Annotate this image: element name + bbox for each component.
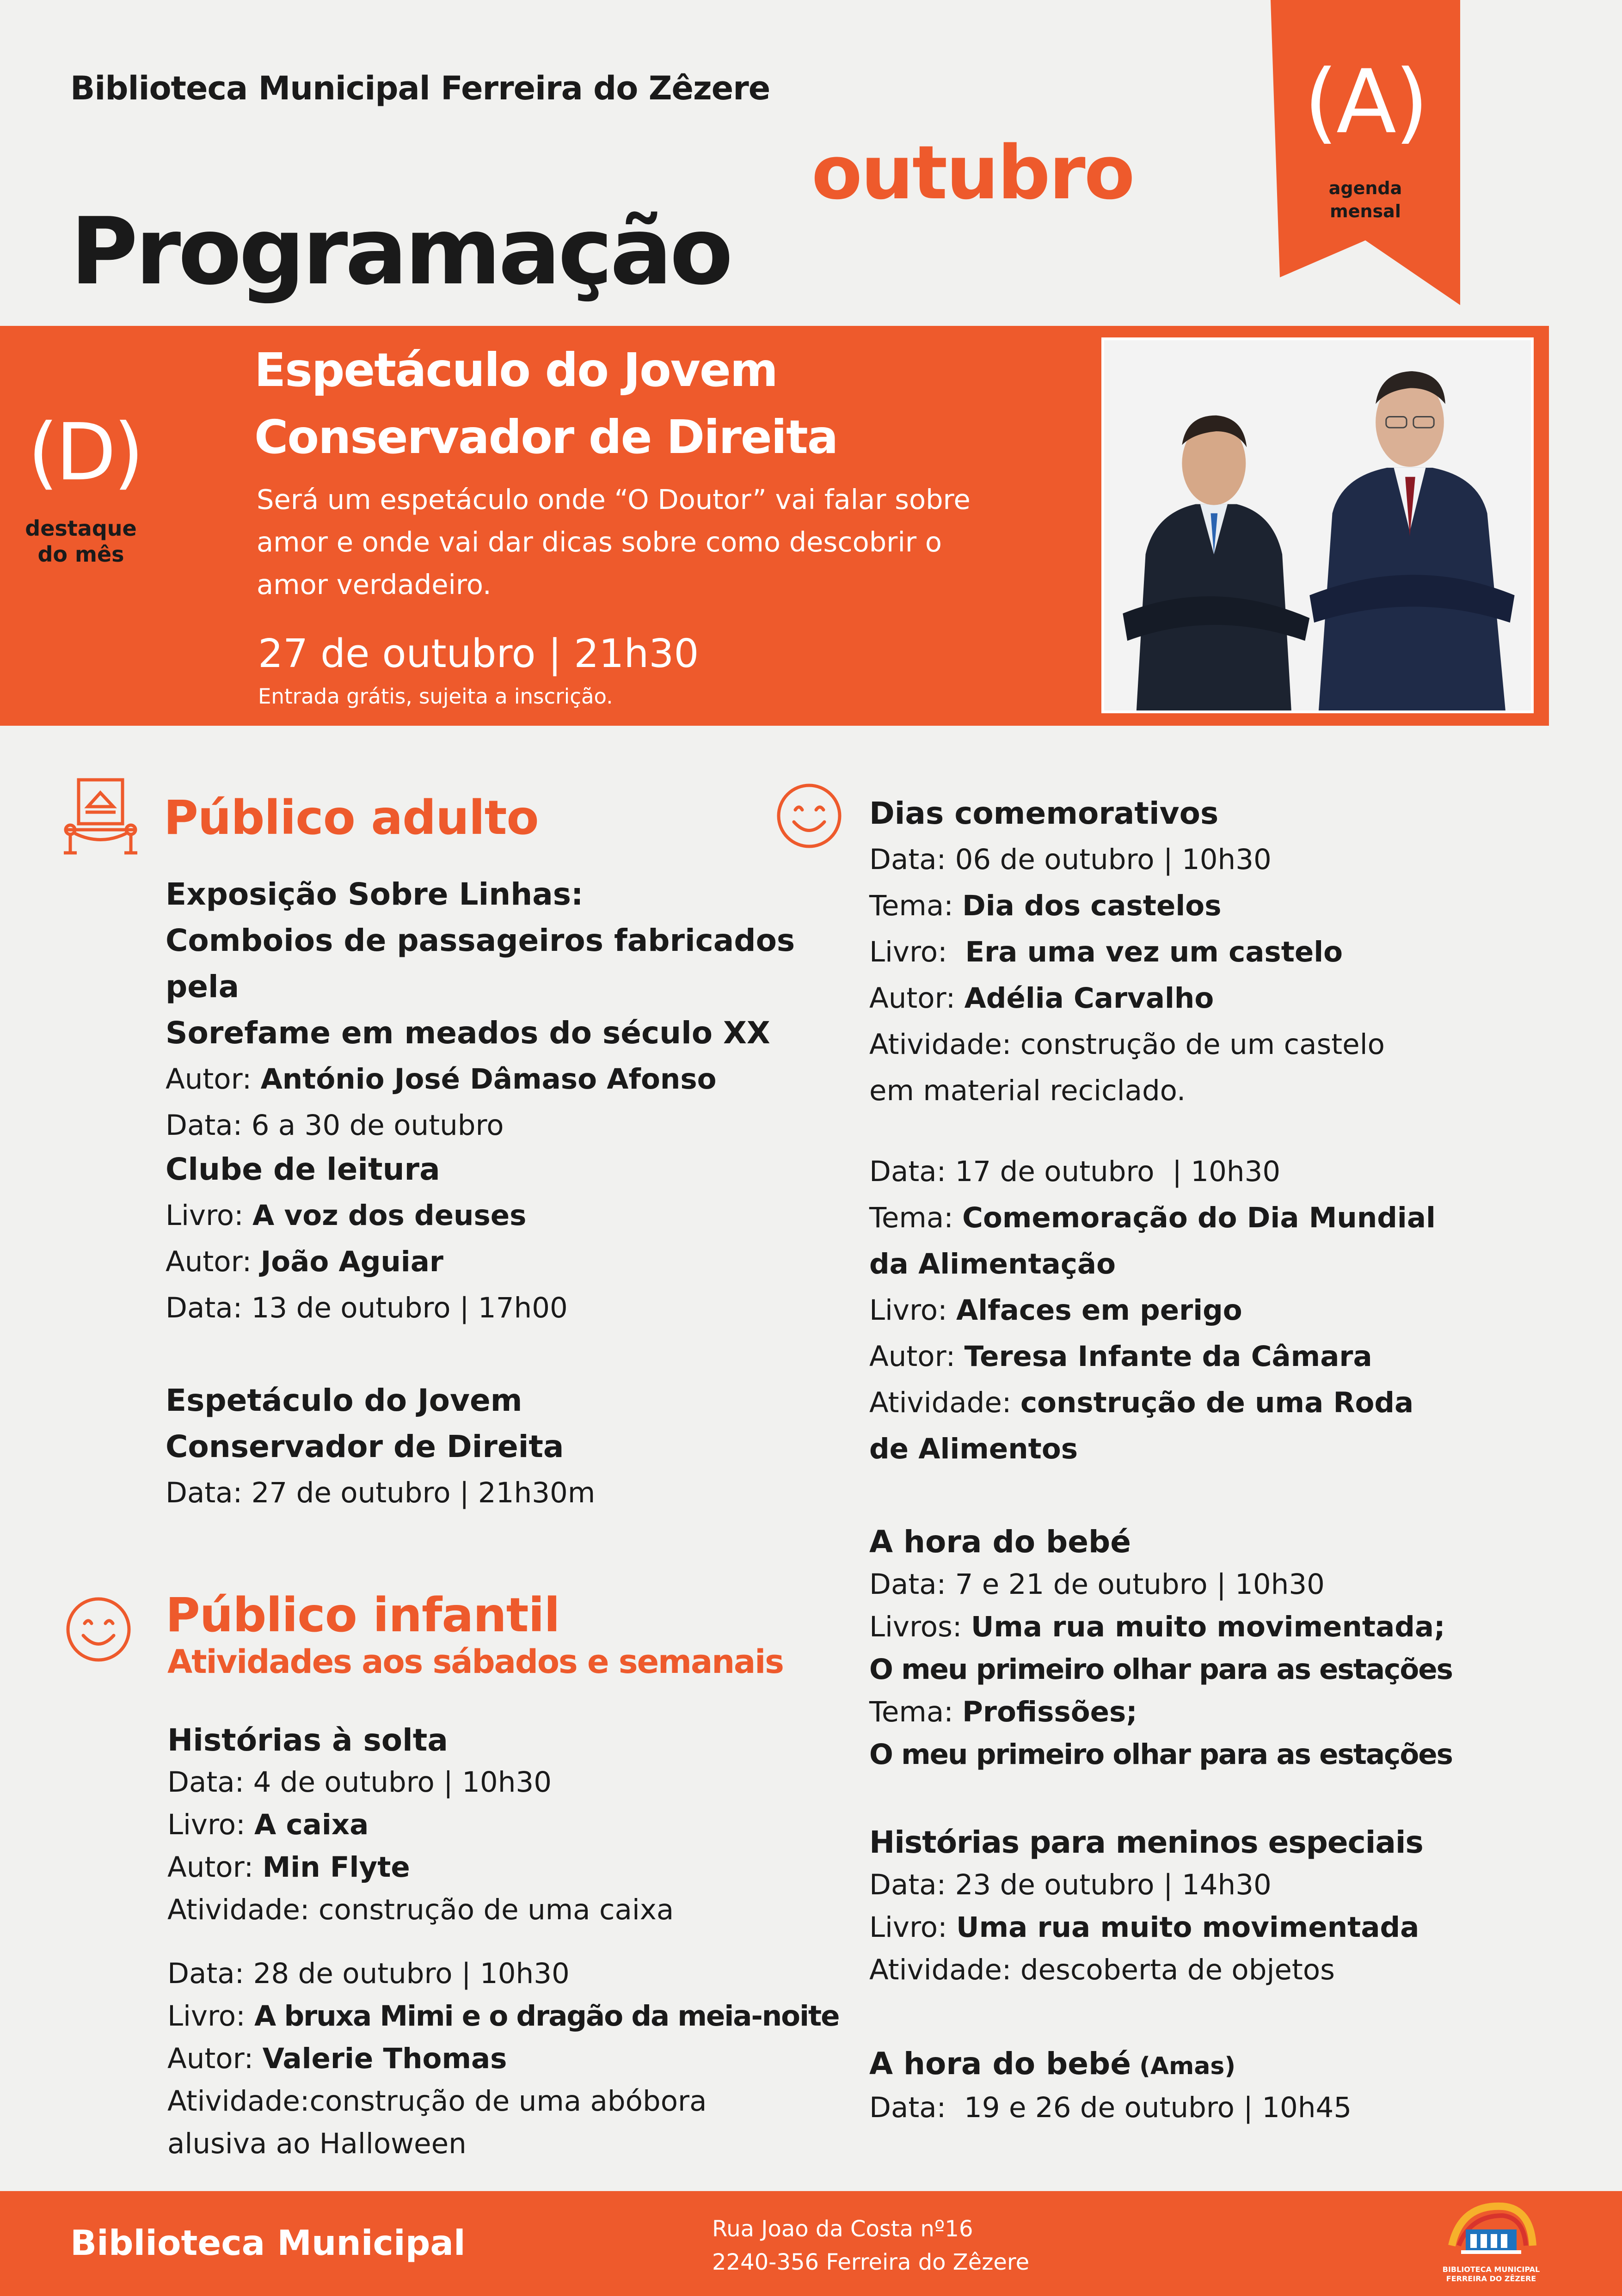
agenda-label: agenda mensal [1328, 178, 1402, 221]
children-section [167, 1588, 838, 1681]
exhibition-icon [60, 774, 141, 855]
highlight-photo [1101, 337, 1534, 713]
footer-name: Biblioteca Municipal [70, 2223, 466, 2263]
event-dias-comemorativos: Dias comemorativos Data: 06 de outubro | 10h30 Tema: Dia dos castelos Livro: Era uma vez um castelo Autor: Adélia Carvalho Atividade: construção de um castelo em material reciclado. Data: 17 de outubro | 10h30 Tema: Comemoração do Dia Mundial da Alimentação Livro: Alfaces em perigo Autor: Teresa Infante da Câmara Atividade: construção de uma Roda de Alimentos [869, 796, 1436, 1465]
highlight-note: Entrada grátis, sujeita a inscrição. [258, 684, 613, 709]
adult-heading: Público adulto [164, 790, 539, 845]
agenda-letter: (A) [1303, 51, 1427, 153]
event-hora-bebe: A hora do bebé Data: 7 e 21 de outubro | 10h30 Livros: Uma rua muito movimentada; O meu primeiro olhar para as estações Tema: Profissões; O meu primeiro olhar para as estações [869, 1524, 1452, 1771]
highlight-datetime: 27 de outubro | 21h30 [258, 631, 699, 677]
highlight-badge-label: destaque do mês [25, 516, 137, 567]
adult-section [166, 790, 539, 845]
smiley-icon [774, 781, 844, 851]
children-subheading: Atividades aos sábados e semanais [167, 1643, 783, 1681]
event-espetaculo: Espetáculo do Jovem Conservador de Direita Data: 27 de outubro | 21h30m [166, 1383, 596, 1509]
event-exposicao: Exposição Sobre Linhas: Comboios de passageiros fabricados pela Sorefame em meados do século XX Autor: António José Dâmaso Afonso Data: 6 a 30 de outubro [166, 876, 795, 1142]
page-title: Programação [70, 198, 731, 306]
event-hora-bebe-amas: A hora do bebé (Amas) Data: 19 e 26 de outubro | 10h45 [869, 2046, 1352, 2124]
footer-address: Rua Joao da Costa nº16 2240-356 Ferreira do Zêzere [712, 2216, 1030, 2275]
highlight-title: Espetáculo do Jovem Conservador de Direita [254, 343, 838, 464]
logo-caption: BIBLIOTECA MUNICIPAL FERREIRA DO ZÊZERE [1442, 2265, 1540, 2283]
children-heading: Público infantil [166, 1588, 560, 1643]
event-historias-especiais: Histórias para meninos especiais Data: 23 de outubro | 14h30 Livro: Uma rua muito movimentada Atividade: descoberta de objetos [869, 1825, 1423, 1986]
month-label: outubro [811, 129, 1134, 216]
two-men-in-suits-photo [1104, 340, 1531, 710]
highlight-badge-letter: (D) [28, 407, 141, 498]
library-name: Biblioteca Municipal Ferreira do Zêzere [70, 69, 770, 107]
event-historias-solta: Histórias à solta Data: 4 de outubro | 10h30 Livro: A caixa Autor: Min Flyte Atividade: construção de uma caixa Data: 28 de outubro | 10h30 Livro: A bruxa Mimi e o dragão da meia-noite Autor: Valerie Thomas Atividade:construção de uma abóbora alusiva ao Halloween [167, 1722, 839, 2160]
event-clube-leitura: Clube de leitura Livro: A voz dos deuses Autor: João Aguiar Data: 13 de outubro | 17h00 [166, 1151, 568, 1324]
smiley-icon [64, 1595, 133, 1664]
highlight-description: Será um espetáculo onde “O Doutor” vai falar sobre amor e onde vai dar dicas sobre como descobrir o amor verdadeiro. [257, 484, 971, 600]
